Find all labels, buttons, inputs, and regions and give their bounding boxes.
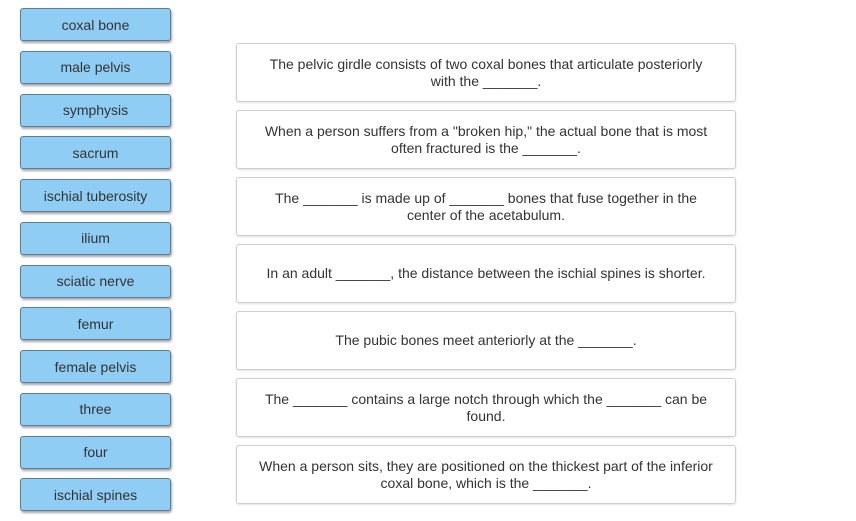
statement-text: When a person suffers from a "broken hip," the actual bone that is most often fractured is the _______. xyxy=(264,122,708,156)
drop-target-statement-3[interactable] xyxy=(236,177,736,236)
answer-chip-ischial-spines[interactable]: ischial spines xyxy=(20,478,171,511)
drop-target-statement-7[interactable] xyxy=(236,445,736,504)
drop-target-statement-5[interactable] xyxy=(236,311,736,370)
drop-target-statement-4[interactable] xyxy=(236,244,736,303)
drop-target-statement-1[interactable] xyxy=(236,43,736,102)
answer-chip-ischial-tuberosity[interactable]: ischial tuberosity xyxy=(20,179,171,212)
answer-chip-female-pelvis[interactable]: female pelvis xyxy=(20,350,171,383)
answer-chip-femur[interactable]: femur xyxy=(20,307,171,340)
answer-chip-ilium[interactable]: ilium xyxy=(20,222,171,255)
answer-bank xyxy=(20,8,171,521)
drop-target-statement-2[interactable] xyxy=(236,110,736,169)
statement-text: The pelvic girdle consists of two coxal bones that articulate posteriorly with the _______. xyxy=(269,55,703,89)
answer-chip-symphysis[interactable]: symphysis xyxy=(20,94,171,127)
statement-text: In an adult _______, the distance between the ischial spines is shorter. xyxy=(266,265,706,281)
answer-chip-sacrum[interactable]: sacrum xyxy=(20,136,171,169)
statement-text: The _______ contains a large notch through which the _______ can be found. xyxy=(264,390,708,424)
answer-chip-sciatic-nerve[interactable]: sciatic nerve xyxy=(20,265,171,298)
drop-target-statement-6[interactable] xyxy=(236,378,736,437)
statement-text: The _______ is made up of _______ bones that fuse together in the center of the acetabulum. xyxy=(275,189,697,223)
drop-target-list xyxy=(236,43,736,512)
statement-text: When a person sits, they are positioned on the thickest part of the inferior coxal bone, which is the _______. xyxy=(259,457,713,491)
statement-text: The pubic bones meet anteriorly at the _______. xyxy=(335,332,637,348)
answer-chip-three[interactable]: three xyxy=(20,393,171,426)
answer-chip-coxal-bone[interactable]: coxal bone xyxy=(20,8,171,41)
answer-chip-four[interactable]: four xyxy=(20,436,171,469)
answer-chip-male-pelvis[interactable]: male pelvis xyxy=(20,51,171,84)
